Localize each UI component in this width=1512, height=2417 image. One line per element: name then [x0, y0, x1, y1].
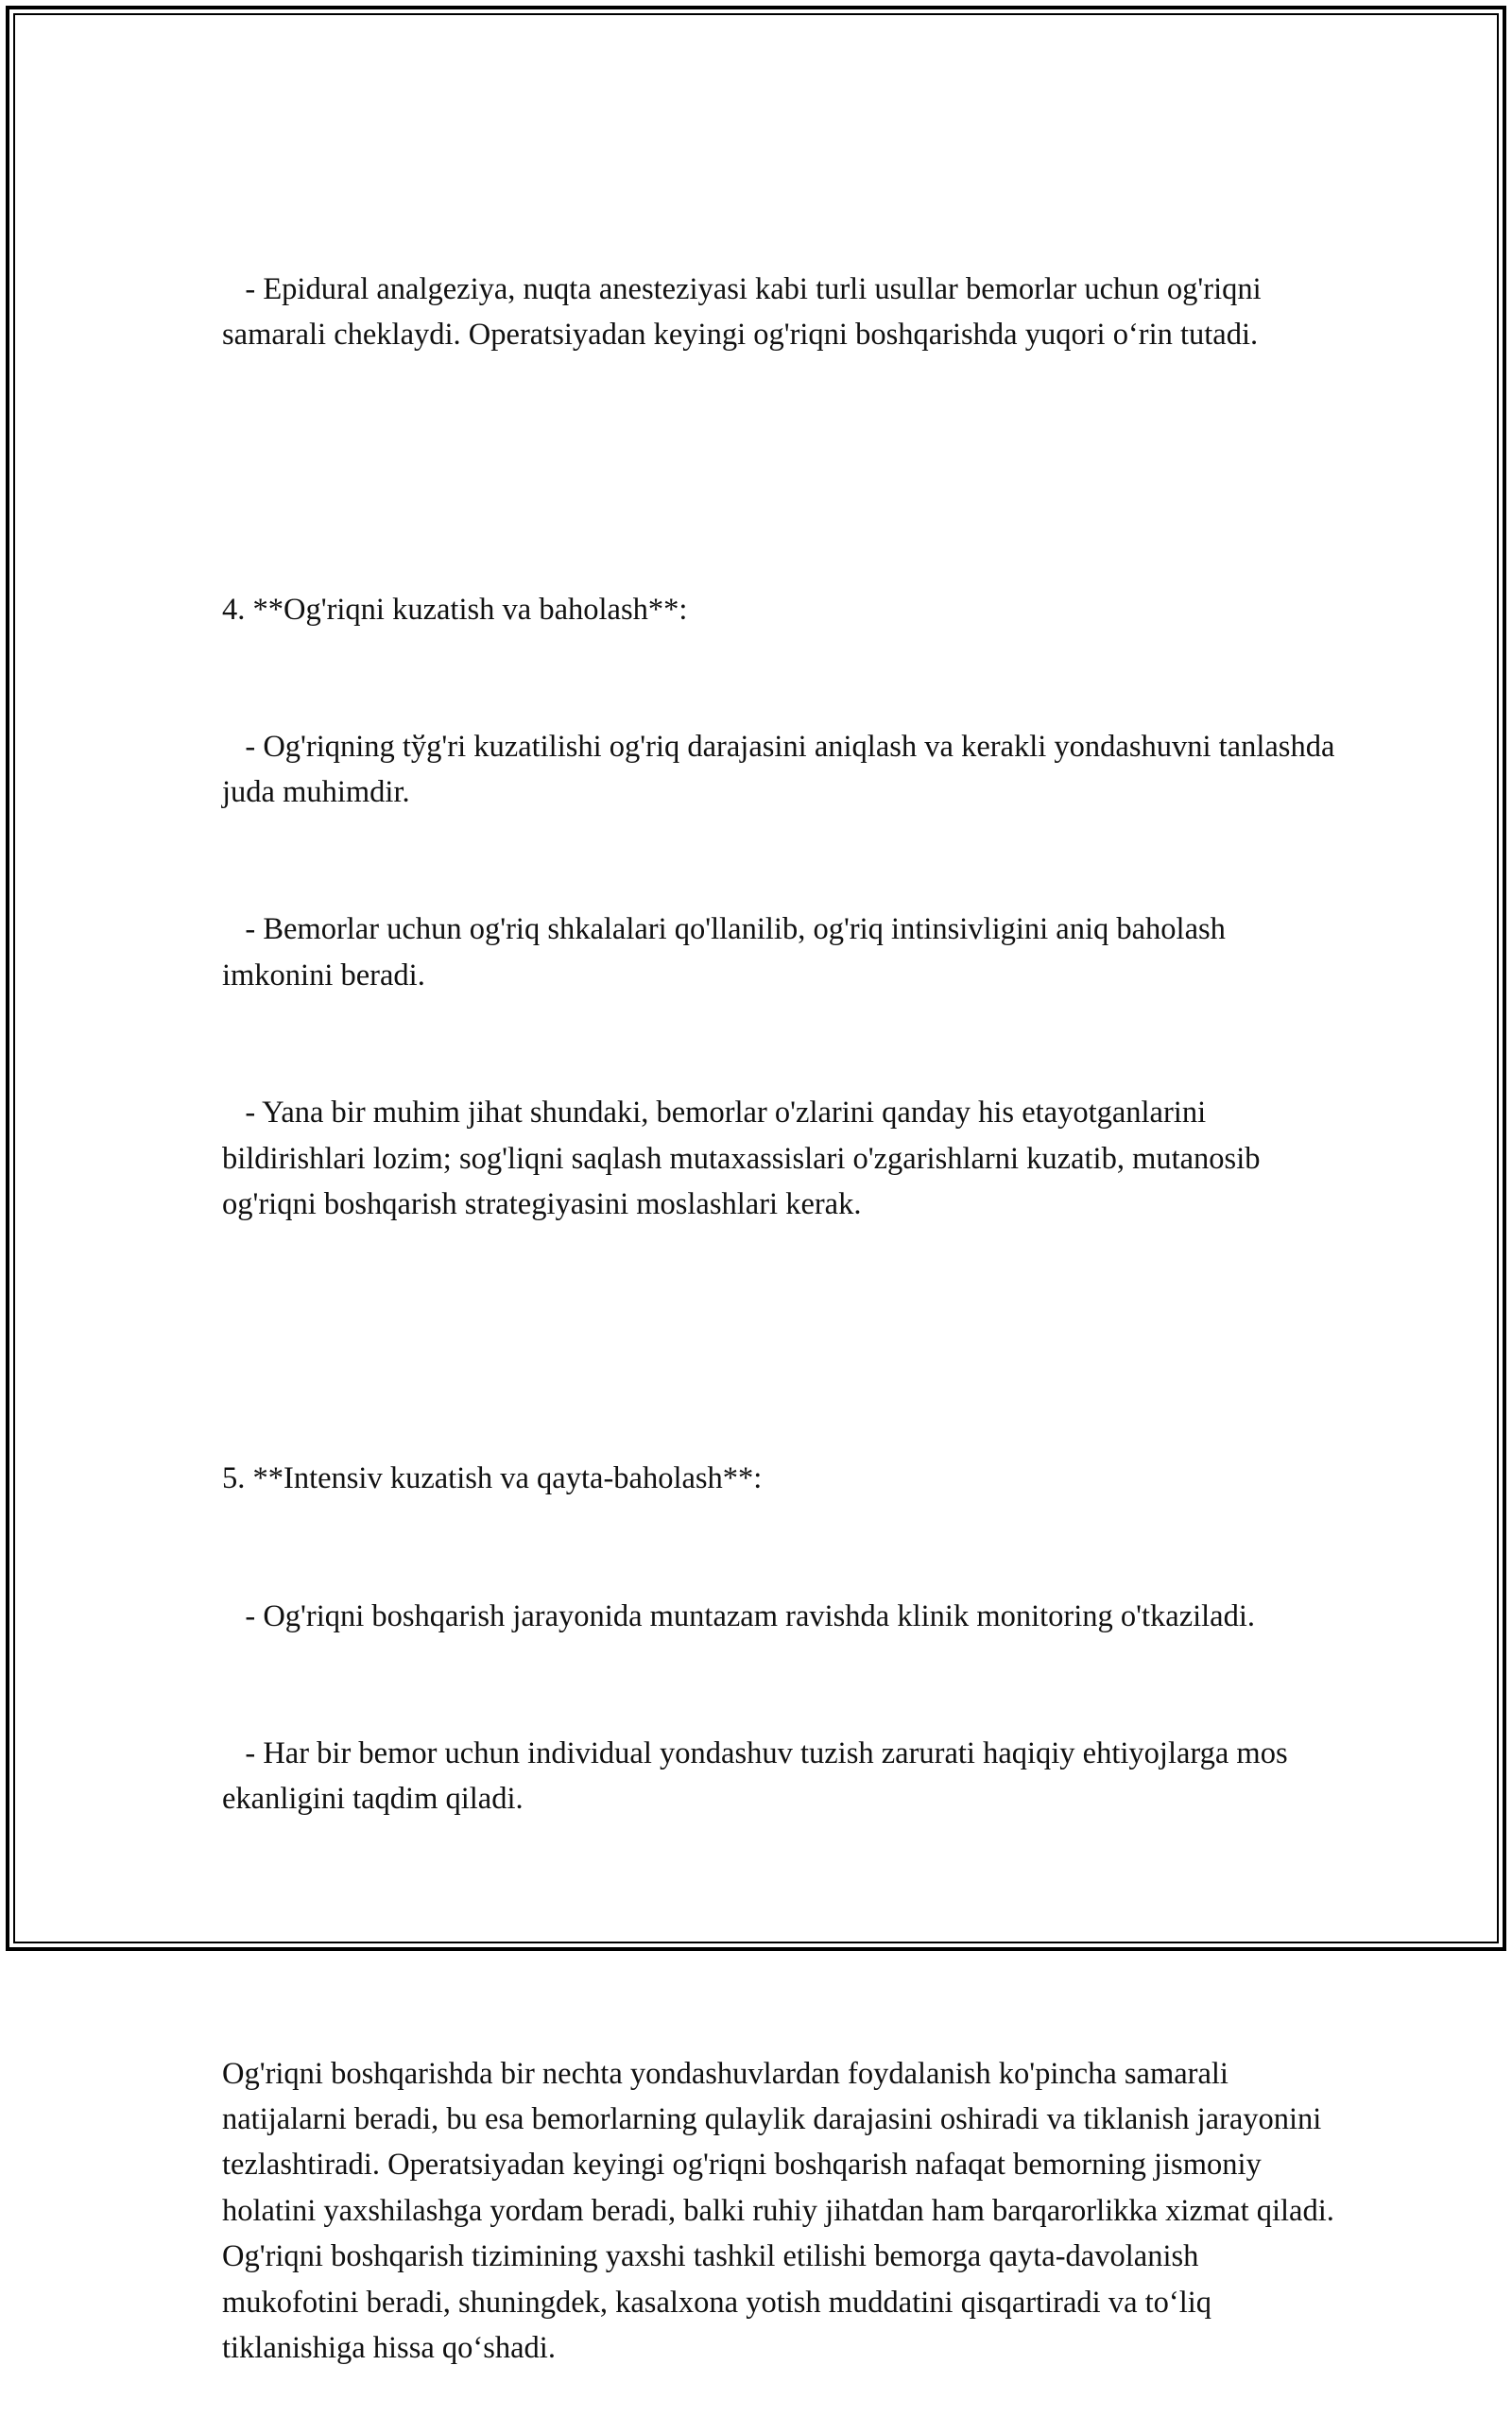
- list-item-patient-feedback: - Yana bir muhim jihat shundaki, bemorlar o'zlarini qanday his etayotganlarini bildirishlari lozim; sog'liqni saqlash mutaxassislari o'zgarishlarni kuzatib, mutanosib og'riqni boshqarish strategiyasini moslashlari kerak.: [222, 1096, 1268, 1221]
- paragraph-gap: [222, 1913, 1337, 1959]
- paragraph-gap: [222, 449, 1337, 494]
- list-item-monitoring: - Og'riqni boshqarish jarayonida muntazam ravishda klinik monitoring o'tkaziladi.: [222, 1598, 1256, 1633]
- list-item-observation: - Og'riqning tўg'ri kuzatilishi og'riq darajasini aniqlash va kerakli yondashuvni tanlashda juda muhimdir.: [222, 729, 1343, 810]
- section-heading-5: 5. **Intensiv kuzatish va qayta-baholash**:: [222, 1461, 763, 1496]
- document-body: [222, 175, 1343, 2417]
- conclusion-paragraph: Og'riqni boshqarishda bir nechta yondashuvlardan foydalanish ko'pincha samarali natijalarni beradi, bu esa bemorlarning qulaylik darajasini oshiradi va tiklanish jarayonini tezlashtiradi. Operatsiyadan keyingi og'riqni boshqarish nafaqat bemorning jismoniy holatini yaxshilashga yordam beradi, balki ruhiy jihatdan ham barqarorlikka xizmat qiladi. Og'riqni boshqarish tizimining yaxshi tashkil etilishi bemorga qayta-davolanish mukofotini beradi, shuningdek, kasalxona yotish muddatini qisqartiradi va to‘liq tiklanishiga hissa qo‘shadi.: [222, 2056, 1343, 2366]
- list-item-individual-approach: - Har bir bemor uchun individual yondashuv tuzish zarurati haqiqiy ehtiyojlarga mos ekanligini taqdim qiladi.: [222, 1735, 1296, 1817]
- paragraph-gap: [222, 1319, 1337, 1364]
- section-heading-4: 4. **Og'riqni kuzatish va baholash**:: [222, 592, 688, 627]
- list-item-pain-scales: - Bemorlar uchun og'riq shkalalari qo'llanilib, og'riq intinsivligini aniq baholash imkonini beradi.: [222, 912, 1234, 993]
- paragraph-epidural: - Epidural analgeziya, nuqta anesteziyasi kabi turli usullar bemorlar uchun og'riqni samarali cheklaydi. Operatsiyadan keyingi og'riqni boshqarishda yuqori o‘rin tutadi.: [222, 271, 1269, 353]
